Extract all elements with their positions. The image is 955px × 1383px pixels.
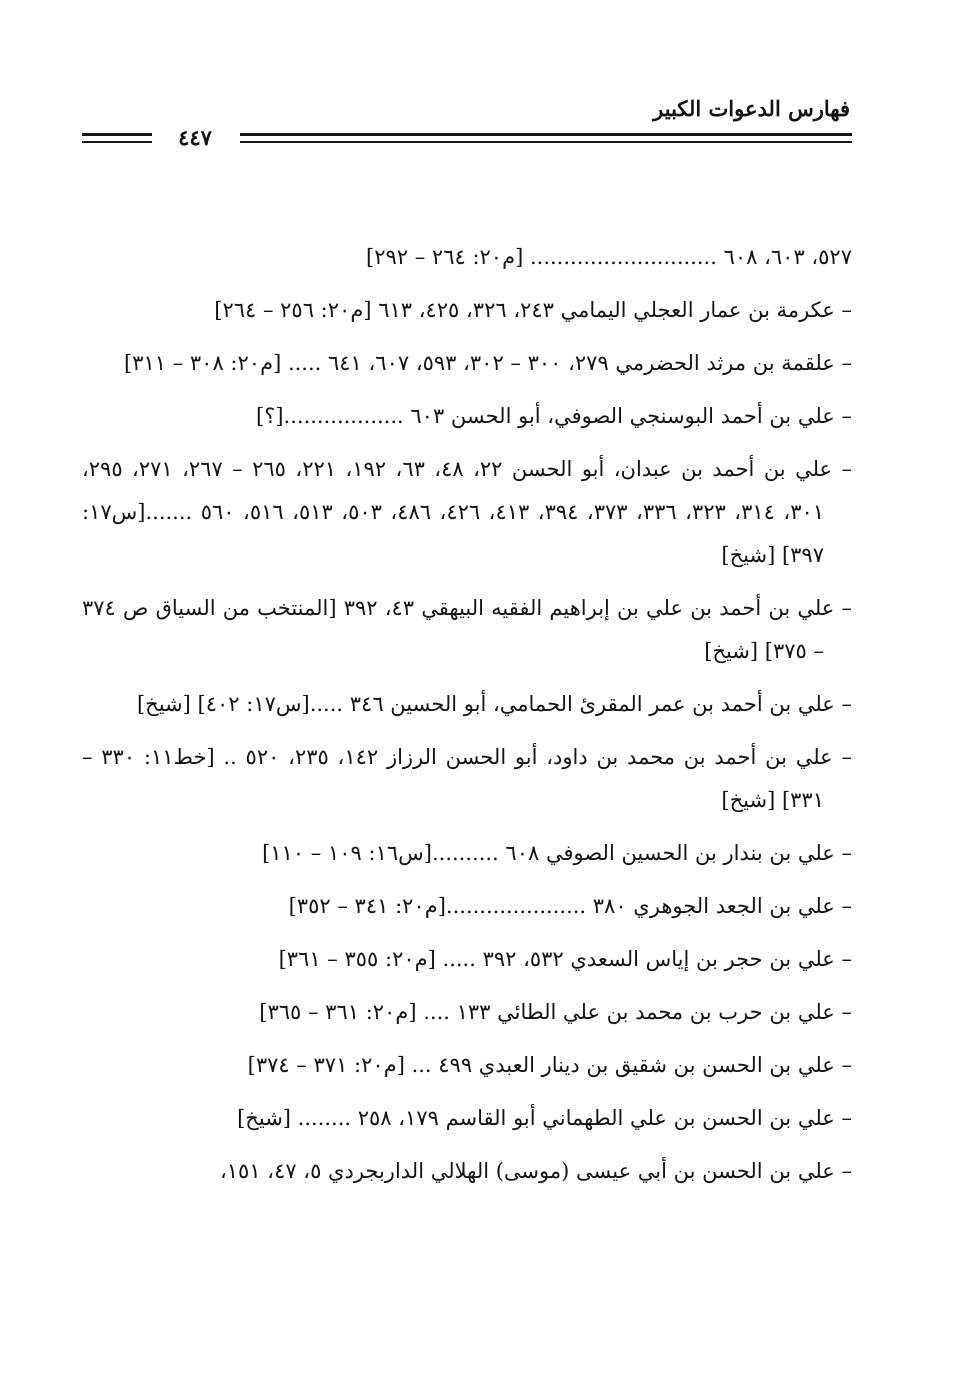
index-entry: – علي بن أحمد بن عبدان، أبو الحسن ٢٢، ٤٨، ٦٣، ١٩٢، ٢٢١، ٢٦٥ – ٢٦٧، ٢٧١، ٢٩٥، ٣٠١، ٣١٤، ٣٢٣، ٣٣٦، ٣٧٣، ٣٩٤، ٤١٣، ٤٢٦، ٤٨٦، ٥٠٣، ٥١٣، ٥١٦، ٥٦٠ .......[س١٧: ٣٩٧] [شيخ] — [82, 457, 853, 567]
index-entry: ٥٢٧، ٦٠٣، ٦٠٨ ............................ [م٢٠: ٢٦٤ – ٢٩٢] — [366, 245, 852, 269]
running-title: فهارس الدعوات الكبير — [653, 96, 850, 121]
index-entry: – علي بن الحسن بن علي الطهماني أبو القاسم ١٧٩، ٢٥٨ ........ [شيخ] — [237, 1106, 852, 1130]
index-entry: – علي بن الحسن بن شقيق بن دينار العبدي ٤٩٩ ... [م٢٠: ٣٧١ – ٣٧٤] — [247, 1053, 852, 1077]
index-entry: – علي بن الجعد الجوهري ٣٨٠ .....................[م٢٠: ٣٤١ – ٣٥٢] — [288, 894, 852, 918]
index-entry: – علي بن أحمد بن عمر المقرئ الحمامي، أبو الحسين ٣٤٦ .....[س١٧: ٤٠٢] [شيخ] — [136, 692, 852, 716]
index-entry: – عكرمة بن عمار العجلي اليمامي ٢٤٣، ٣٢٦، ٤٢٥، ٦١٣ [م٢٠: ٢٥٦ – ٢٦٤] — [214, 298, 852, 322]
index-entry: – علي بن أحمد بن علي بن إبراهيم الفقيه البيهقي ٤٣، ٣٩٢ [المنتخب من السياق ص ٣٧٤ – ٣٧٥] [شيخ] — [82, 596, 852, 663]
header-rule — [82, 141, 152, 143]
index-entry: – علي بن الحسن بن أبي عيسى (موسى) الهلالي الداربجردي ٥، ٤٧، ١٥١، — [219, 1159, 852, 1183]
index-entry: – علقمة بن مرثد الحضرمي ٢٧٩، ٣٠٠ – ٣٠٢، ٥٩٣، ٦٠٧، ٦٤١ ..... [م٢٠: ٣٠٨ – ٣١١] — [124, 351, 852, 375]
index-entry: – علي بن بندار بن الحسين الصوفي ٦٠٨ ..........[س١٦: ١٠٩ – ١١٠] — [262, 841, 852, 865]
index-entries — [82, 236, 852, 1203]
header-rule — [82, 133, 152, 136]
index-entry: – علي بن أحمد البوسنجي الصوفي، أبو الحسن ٦٠٣ ..................[؟] — [256, 404, 852, 428]
header-rule — [240, 141, 852, 143]
page-number: ٤٤٧ — [178, 125, 212, 150]
index-entry: – علي بن أحمد بن محمد بن داود، أبو الحسن الرزاز ١٤٢، ٢٣٥، ٥٢٠ .. [خط١١: ٣٣٠ – ٣٣١] [شيخ] — [82, 745, 852, 812]
index-entry: – علي بن حرب بن محمد بن علي الطائي ١٣٣ .... [م٢٠: ٣٦١ – ٣٦٥] — [259, 1000, 852, 1024]
header-rule — [240, 133, 852, 136]
index-entry: – علي بن حجر بن إياس السعدي ٥٣٢، ٣٩٢ ..... [م٢٠: ٣٥٥ – ٣٦١] — [278, 947, 852, 971]
